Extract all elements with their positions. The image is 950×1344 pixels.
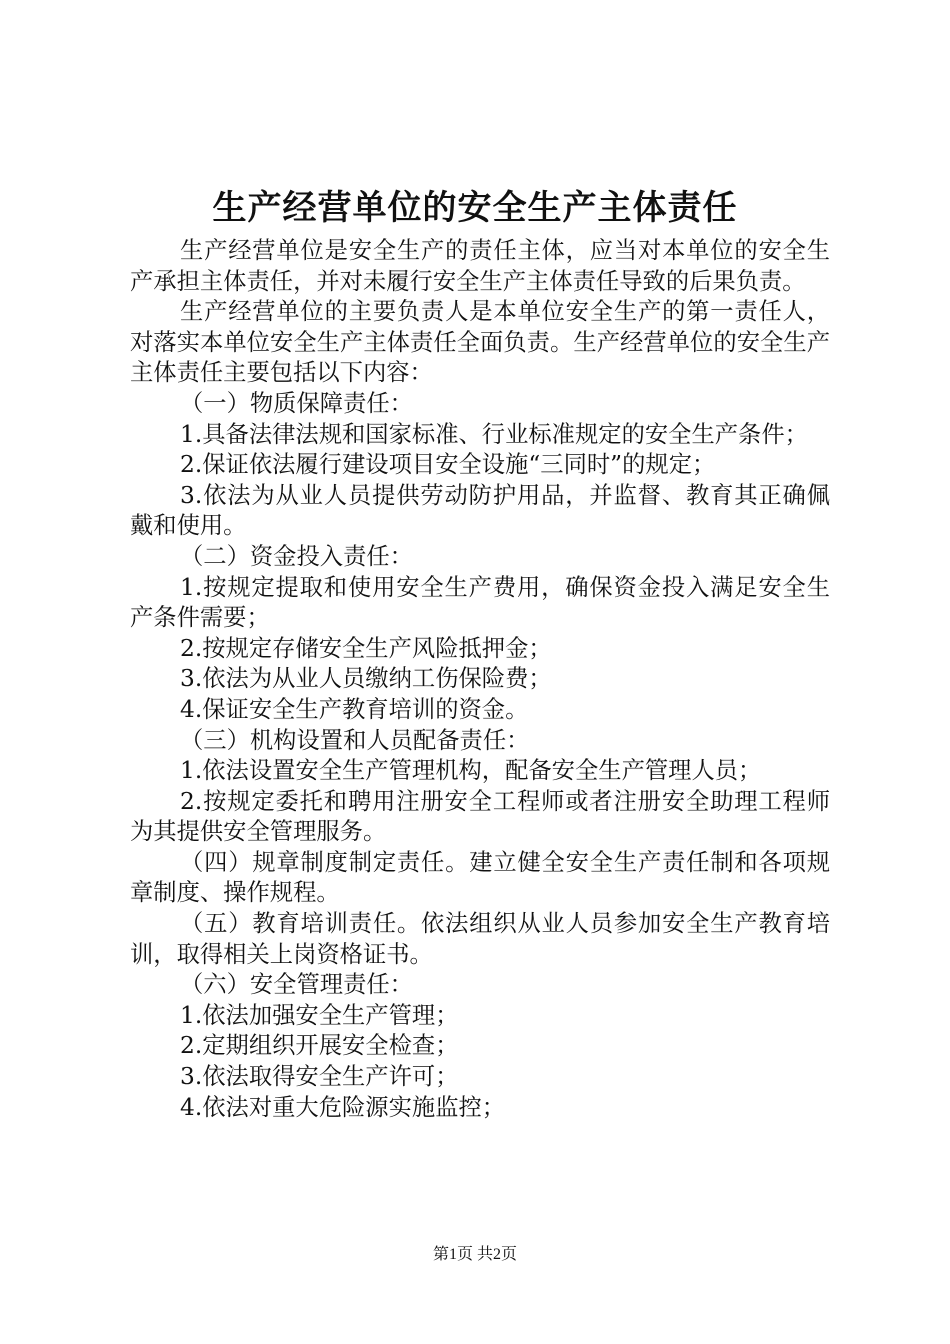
section-heading-training: （五）教育培训责任。依法组织从业人员参加安全生产教育培训，取得相关上岗资格证书。: [130, 910, 830, 968]
list-item: 3.依法为从业人员缴纳工伤保险费；: [180, 665, 552, 693]
list-item: 2.按规定委托和聘用注册安全工程师或者注册安全助理工程师为其提供安全管理服务。: [130, 787, 830, 846]
list-item: 4.依法对重大危险源实施监控；: [180, 1093, 506, 1121]
section-heading-organization: （三）机构设置和人员配备责任：: [180, 726, 530, 754]
document-title: 生产经营单位的安全生产主体责任: [212, 188, 738, 228]
section-heading-material: （一）物质保障责任：: [180, 389, 413, 417]
list-item: 3.依法为从业人员提供劳动防护用品，并监督、教育其正确佩戴和使用。: [130, 481, 830, 540]
list-item: 1.依法设置安全生产管理机构，配备安全生产管理人员；: [180, 757, 762, 785]
section-heading-rules: （四）规章制度制定责任。建立健全安全生产责任制和各项规章制度、操作规程。: [130, 848, 830, 907]
page-number-footer: 第1页 共2页: [432, 1246, 517, 1263]
document-body: [130, 236, 830, 1123]
section-heading-funding: （二）资金投入责任：: [180, 542, 413, 570]
list-item: 4.保证安全生产教育培训的资金。: [180, 695, 529, 723]
paragraph-intro: 生产经营单位是安全生产的责任主体，应当对本单位的安全生产承担主体责任，并对未履行安全生产主体责任导致的后果负责。: [130, 237, 830, 295]
section-heading-management: （六）安全管理责任：: [180, 971, 413, 999]
paragraph-principal: 生产经营单位的主要负责人是本单位安全生产的第一责任人，对落实本单位安全生产主体责任全面负责。生产经营单位的安全生产主体责任主要包括以下内容：: [130, 298, 830, 387]
list-item: 2.定期组织开展安全检查；: [180, 1032, 459, 1060]
list-item: 1.按规定提取和使用安全生产费用，确保资金投入满足安全生产条件需要；: [130, 573, 830, 632]
list-item: 1.依法加强安全生产管理；: [180, 1001, 459, 1029]
list-item: 3.依法取得安全生产许可；: [180, 1063, 459, 1091]
list-item: 2.保证依法履行建设项目安全设施“三同时”的规定；: [180, 451, 716, 479]
list-item: 2.按规定存储安全生产风险抵押金；: [180, 634, 552, 662]
list-item: 1.具备法律法规和国家标准、行业标准规定的安全生产条件；: [180, 420, 808, 448]
